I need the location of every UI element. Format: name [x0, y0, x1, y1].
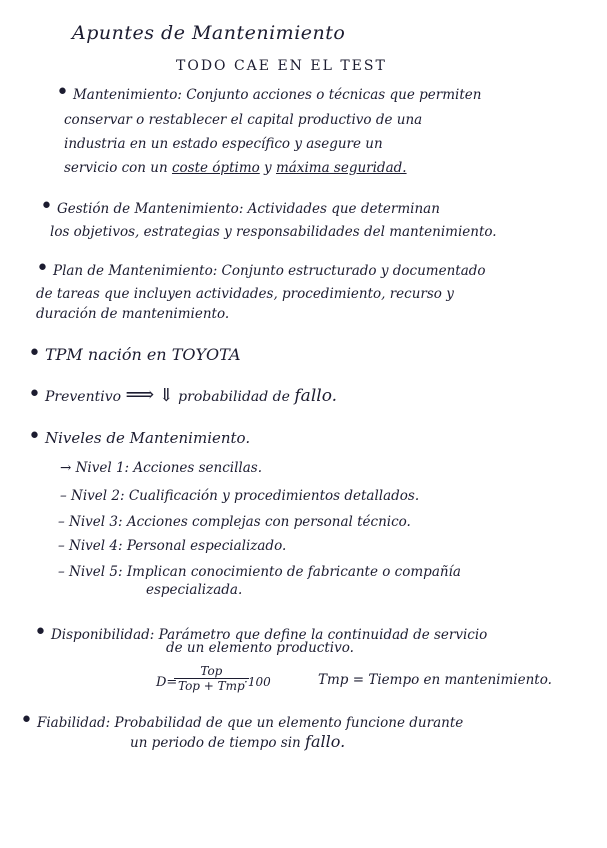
page-subtitle: TODO CAE EN EL TEST [176, 58, 387, 74]
gestion-term: Gestión de Mantenimiento: [56, 201, 244, 217]
mantenimiento-line3: industria en un estado específico y asegure un [64, 136, 383, 152]
bullet: • [20, 708, 33, 733]
nivel-item: – Nivel 4: Personal especializado. [58, 538, 287, 554]
page-title: Apuntes de Mantenimiento [72, 22, 346, 44]
preventivo-text: probabilidad de [178, 389, 290, 405]
bullet: • [36, 256, 49, 281]
formula-fraction [174, 664, 249, 693]
bullet: • [34, 620, 47, 645]
coste-optimo: coste óptimo [171, 160, 260, 176]
disponibilidad-line2: de un elemento productivo. [166, 640, 354, 656]
mantenimiento-line2: conservar o restablecer el capital productivo de una [64, 112, 423, 128]
nivel-item: – Nivel 5: Implican conocimiento de fabricante o compañía [58, 564, 461, 580]
plan-term: Plan de Mantenimiento: [52, 263, 218, 279]
implies-arrow-icon: ⟹ [125, 382, 155, 406]
dash: – [58, 564, 65, 580]
bullet: • [40, 194, 53, 219]
dash: – [58, 514, 65, 530]
disponibilidad-term: Disponibilidad: [50, 627, 155, 643]
formula-d: D= [156, 675, 178, 690]
nivel-item: → Nivel 1: Acciones sencillas. [60, 460, 263, 476]
and-word: y [264, 160, 272, 176]
formula-denominator: Top + Tmp [178, 679, 245, 693]
formula-numerator: Top [174, 664, 249, 679]
bullet: • [28, 424, 41, 449]
fiabilidad-line2: un periodo de tiempo sin [130, 735, 301, 751]
bullet: • [56, 80, 69, 105]
plan-line2: de tareas que incluyen actividades, procedimiento, recurso y [36, 286, 454, 302]
mantenimiento-line1: Conjunto acciones o técnicas que permiten [186, 87, 482, 103]
disponibilidad-line1: Parámetro que define la continuidad de servicio [158, 627, 488, 643]
maxima-seguridad: máxima seguridad. [275, 160, 407, 176]
nivel-item: – Nivel 2: Cualificación y procedimientos detallados. [60, 488, 420, 504]
plan-line1: Conjunto estructurado y documentado [221, 263, 486, 279]
tpm-text: TPM nación en TOYOTA [44, 345, 241, 364]
gestion-line1: Actividades que determinan [247, 201, 440, 217]
decrease-arrow-icon: ⇓ [158, 385, 174, 406]
formula-times: ·100 [244, 675, 271, 689]
bullet: • [28, 382, 41, 407]
bullet: • [28, 341, 41, 366]
nivel-item: – Nivel 3: Acciones complejas con personal técnico. [58, 514, 411, 530]
plan-line3: duración de mantenimiento. [36, 306, 230, 322]
preventivo-label: Preventivo [44, 389, 122, 405]
mantenimiento-line4: servicio con un [64, 160, 168, 176]
arrow-icon: → [60, 460, 72, 476]
dash: – [58, 538, 65, 554]
fiabilidad-line1: Probabilidad de que un elemento funcione durante [114, 715, 464, 731]
mantenimiento-term: Mantenimiento: [72, 87, 182, 103]
fiabilidad-fallo: fallo. [305, 732, 346, 751]
preventivo-fallo: fallo. [294, 386, 338, 406]
tmp-definition: Tmp = Tiempo en mantenimiento. [318, 672, 552, 688]
nivel-item-cont: especializada. [146, 582, 243, 598]
gestion-line2: los objetivos, estrategias y responsabilidades del mantenimiento. [50, 224, 497, 240]
dash: – [60, 488, 67, 504]
niveles-heading: Niveles de Mantenimiento. [44, 429, 251, 447]
fiabilidad-term: Fiabilidad: [36, 715, 111, 731]
